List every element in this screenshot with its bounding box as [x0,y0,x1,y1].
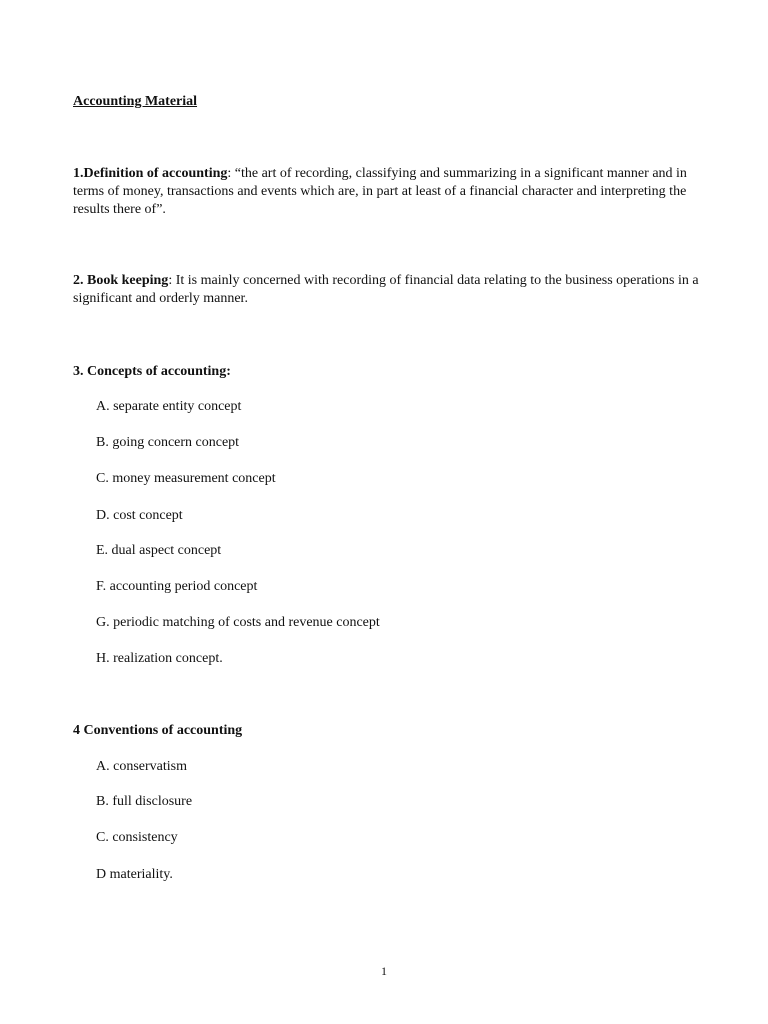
concept-item: G. periodic matching of costs and revenue concept [96,615,380,630]
concept-item: E. dual aspect concept [96,543,222,558]
document-title: Accounting Material [73,94,198,109]
convention-item: D materiality. [96,867,173,882]
book-keeping-lead: 2. Book keeping [73,273,169,288]
concepts-heading: 3. Concepts of accounting: [73,364,231,379]
convention-item: B. full disclosure [96,794,193,809]
page-number: 1 [381,964,387,978]
convention-item: C. consistency [96,830,178,845]
definition-lead: 1.Definition of accounting [73,166,228,181]
book-keeping-paragraph [73,272,703,308]
definition-text: : “the art of recording, classifying and summarizing in a significant manner and in terms of money, transactions and events which are, in part at least of a financial character and interpreting the results there of”. [73,166,687,217]
convention-item: A. conservatism [96,759,187,774]
concept-item: C. money measurement concept [96,471,276,486]
book-keeping-text: : It is mainly concerned with recording of financial data relating to the business operations in a significant and orderly manner. [73,273,699,306]
concept-item: A. separate entity concept [96,399,242,414]
concept-item: D. cost concept [96,508,183,523]
definition-paragraph [73,165,703,219]
concept-item: F. accounting period concept [96,579,258,594]
concept-item: H. realization concept. [96,651,223,666]
concept-item: B. going concern concept [96,435,240,450]
conventions-heading: 4 Conventions of accounting [73,723,243,738]
